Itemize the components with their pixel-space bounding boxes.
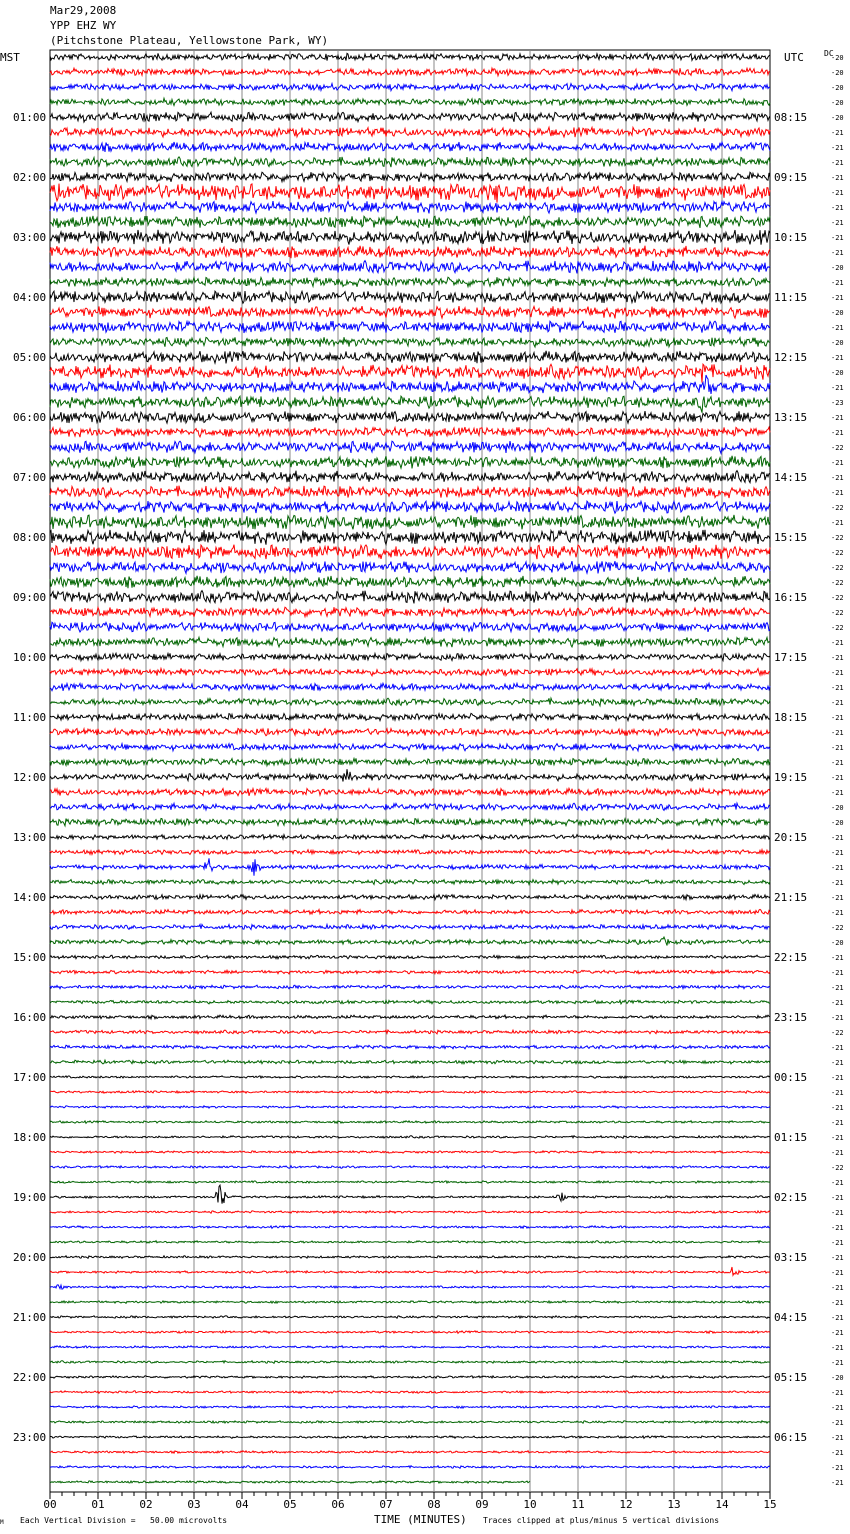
dc-offset-label: -21 <box>831 384 844 392</box>
right-hour-label: 05:15 <box>774 1371 808 1384</box>
dc-offset-label: -21 <box>831 684 844 692</box>
left-hour-label: 18:00 <box>13 1131 47 1144</box>
x-tick-label: 15 <box>763 1498 777 1511</box>
dc-offset-label: -21 <box>831 414 844 422</box>
dc-offset-label: -21 <box>831 1239 844 1247</box>
seismic-trace <box>50 1185 770 1203</box>
dc-offset-label: -21 <box>831 459 844 467</box>
seismic-trace <box>50 230 770 245</box>
dc-offset-label: -21 <box>831 639 844 647</box>
dc-offset-label: -20 <box>831 84 844 92</box>
right-hour-label: 06:15 <box>774 1431 808 1444</box>
dc-offset-label: -21 <box>831 1014 844 1022</box>
x-tick-label: 00 <box>43 1498 57 1511</box>
dc-offset-label: -21 <box>831 789 844 797</box>
x-tick-label: 09 <box>475 1498 489 1511</box>
dc-offset-label: -21 <box>831 849 844 857</box>
left-hour-label: 11:00 <box>13 711 47 724</box>
seismic-trace <box>50 637 770 647</box>
dc-offset-label: -22 <box>831 444 844 452</box>
header-date: Mar29,2008 <box>50 4 117 17</box>
left-hour-label: 07:00 <box>13 471 47 484</box>
seismic-trace <box>50 142 770 152</box>
scale-note: Each Vertical Division = 50.00 microvolts <box>20 1516 228 1525</box>
seismic-trace <box>50 1256 770 1259</box>
seismic-trace <box>50 850 770 855</box>
dc-offset-label: -21 <box>831 1074 844 1082</box>
dc-offset-label: -21 <box>831 1479 844 1487</box>
seismic-trace <box>50 1301 770 1304</box>
dc-offset-label: -21 <box>831 879 844 887</box>
seismic-trace <box>50 530 770 545</box>
seismic-trace <box>50 1151 770 1153</box>
dc-offset-label: -21 <box>831 1329 844 1337</box>
dc-offset-label: -21 <box>831 1134 844 1142</box>
dc-offset-label: -20 <box>831 1374 844 1382</box>
dc-offset-label: -21 <box>831 984 844 992</box>
dc-offset-label: -21 <box>831 279 844 287</box>
dc-offset-label: -21 <box>831 1254 844 1262</box>
seismic-trace <box>50 306 770 318</box>
seismic-trace <box>50 201 770 213</box>
x-tick-label: 11 <box>571 1498 585 1511</box>
dc-offset-label: -21 <box>831 129 844 137</box>
seismic-trace <box>50 1211 770 1214</box>
dc-offset-label: -21 <box>831 744 844 752</box>
dc-offset-label: -21 <box>831 294 844 302</box>
left-hour-label: 10:00 <box>13 651 47 664</box>
seismic-trace <box>50 456 770 469</box>
x-tick-label: 04 <box>235 1498 249 1511</box>
right-hour-label: 21:15 <box>774 891 808 904</box>
x-tick-label: 08 <box>427 1498 441 1511</box>
dc-offset-label: -21 <box>831 759 844 767</box>
seismic-trace <box>50 1451 770 1454</box>
right-hour-label: 00:15 <box>774 1071 808 1084</box>
seismic-trace <box>50 1331 770 1334</box>
dc-offset-label: -21 <box>831 189 844 197</box>
seismic-trace <box>50 985 770 989</box>
header-location: (Pitchstone Plateau, Yellowstone Park, WY) <box>50 34 329 47</box>
dc-offset-label: -21 <box>831 1044 844 1052</box>
dc-offset-label: -21 <box>831 699 844 707</box>
seismic-trace <box>50 909 770 914</box>
dc-offset-label: -22 <box>831 594 844 602</box>
dc-offset-label: -20 <box>831 939 844 947</box>
left-hour-label: 22:00 <box>13 1371 47 1384</box>
dc-offset-label: -21 <box>831 219 844 227</box>
seismic-trace <box>50 1285 770 1290</box>
seismic-trace <box>50 728 770 735</box>
corner-mark: M <box>0 1519 4 1526</box>
dc-offset-label: -21 <box>831 489 844 497</box>
dc-offset-label: -23 <box>831 399 844 407</box>
seismic-trace <box>50 1361 770 1364</box>
seismic-trace <box>50 955 770 959</box>
right-hour-label: 04:15 <box>774 1311 808 1324</box>
seismic-trace <box>50 758 770 765</box>
dc-offset-label: -22 <box>831 534 844 542</box>
seismic-trace <box>50 246 770 259</box>
seismic-trace <box>50 411 770 423</box>
dc-offset-label: -20 <box>831 804 844 812</box>
right-hour-label: 08:15 <box>774 111 808 124</box>
dc-offset-label: -21 <box>831 1359 844 1367</box>
dc-offset-label: -20 <box>831 264 844 272</box>
seismic-trace <box>50 396 770 413</box>
right-hour-label: 14:15 <box>774 471 808 484</box>
dc-offset-label: -21 <box>831 1419 844 1427</box>
left-hour-label: 14:00 <box>13 891 47 904</box>
dc-offset-label: -21 <box>831 864 844 872</box>
seismic-trace <box>50 184 770 203</box>
dc-offset-label: -21 <box>831 1179 844 1187</box>
left-hour-label: 21:00 <box>13 1311 47 1324</box>
seismic-trace <box>50 127 770 137</box>
seismic-trace <box>50 1436 770 1439</box>
dc-offset-label: -21 <box>831 729 844 737</box>
seismic-trace <box>50 668 770 675</box>
dc-offset-label: -21 <box>831 1104 844 1112</box>
x-tick-label: 07 <box>379 1498 393 1511</box>
left-hour-label: 20:00 <box>13 1251 47 1264</box>
seismic-trace <box>50 925 770 930</box>
seismic-trace <box>50 364 770 382</box>
seismic-trace <box>50 375 770 394</box>
x-tick-label: 05 <box>283 1498 297 1511</box>
dc-offset-label: -21 <box>831 144 844 152</box>
seismic-trace <box>50 471 770 483</box>
seismic-trace <box>50 607 770 617</box>
right-axis-title: UTC <box>784 51 804 64</box>
dc-offset-label: -20 <box>831 309 844 317</box>
dc-offset-label: -21 <box>831 1059 844 1067</box>
right-hour-label: 01:15 <box>774 1131 808 1144</box>
x-tick-label: 14 <box>715 1498 729 1511</box>
dc-offset-label: -21 <box>831 774 844 782</box>
dc-offset-label: -21 <box>831 1464 844 1472</box>
seismic-trace <box>50 1346 770 1348</box>
dc-offset-label: -21 <box>831 669 844 677</box>
seismic-trace <box>50 818 770 826</box>
seismic-trace <box>50 501 770 513</box>
dc-offset-label: -21 <box>831 174 844 182</box>
seismic-trace <box>50 261 770 274</box>
right-hour-label: 12:15 <box>774 351 808 364</box>
seismic-trace <box>50 427 770 437</box>
seismic-trace <box>50 277 770 287</box>
right-hour-label: 15:15 <box>774 531 808 544</box>
right-hour-label: 11:15 <box>774 291 808 304</box>
dc-offset-label: -21 <box>831 1344 844 1352</box>
seismic-trace <box>50 1000 770 1004</box>
dc-offset-label: -22 <box>831 1164 844 1172</box>
right-hour-label: 03:15 <box>774 1251 808 1264</box>
seismic-trace <box>50 1060 770 1064</box>
seismic-trace <box>50 1391 770 1393</box>
dc-offset-label: -22 <box>831 564 844 572</box>
right-hour-label: 19:15 <box>774 771 808 784</box>
dc-offset-label: -21 <box>831 1224 844 1232</box>
seismic-trace <box>50 1181 770 1184</box>
right-hour-label: 17:15 <box>774 651 808 664</box>
seismic-trace <box>50 835 770 840</box>
right-hour-label: 16:15 <box>774 591 808 604</box>
seismic-trace <box>50 653 770 660</box>
seismic-trace <box>50 803 770 810</box>
seismic-trace <box>50 216 770 228</box>
x-tick-label: 10 <box>523 1498 537 1511</box>
seismic-trace <box>50 337 770 347</box>
dc-offset-label: -21 <box>831 1194 844 1202</box>
left-hour-label: 13:00 <box>13 831 47 844</box>
dc-offset-label: -20 <box>831 114 844 122</box>
right-hour-label: 02:15 <box>774 1191 808 1204</box>
dc-offset-label: -22 <box>831 609 844 617</box>
seismic-trace <box>50 713 770 720</box>
seismic-trace <box>50 172 770 182</box>
left-hour-label: 06:00 <box>13 411 47 424</box>
dc-offset-label: -21 <box>831 1314 844 1322</box>
seismic-trace <box>50 880 770 885</box>
x-tick-label: 12 <box>619 1498 633 1511</box>
left-hour-label: 03:00 <box>13 231 47 244</box>
seismic-trace <box>50 157 770 167</box>
seismic-trace <box>50 1076 770 1079</box>
seismic-trace <box>50 1015 770 1019</box>
seismic-trace <box>50 321 770 333</box>
dc-offset-label: -21 <box>831 654 844 662</box>
seismic-trace <box>50 683 770 691</box>
dc-offset-label: -21 <box>831 249 844 257</box>
seismic-trace <box>50 622 770 632</box>
seismic-trace <box>50 1091 770 1093</box>
seismic-trace <box>50 1226 770 1229</box>
seismic-trace <box>50 84 770 91</box>
seismic-trace <box>50 1267 770 1275</box>
dc-offset-label: -21 <box>831 1389 844 1397</box>
seismic-trace <box>50 1376 770 1378</box>
dc-offset-label: -21 <box>831 519 844 527</box>
seismic-trace <box>50 486 770 499</box>
seismic-trace <box>50 291 770 303</box>
seismic-trace <box>50 515 770 529</box>
dc-offset-label: -21 <box>831 954 844 962</box>
left-hour-label: 16:00 <box>13 1011 47 1024</box>
seismic-trace <box>50 858 770 875</box>
seismic-trace <box>50 98 770 105</box>
seismic-trace <box>50 351 770 364</box>
dc-offset-label: -20 <box>831 99 844 107</box>
seismic-trace <box>50 895 770 900</box>
seismic-trace <box>50 769 770 781</box>
dc-offset-label: -20 <box>831 54 844 62</box>
dc-offset-label: -21 <box>831 429 844 437</box>
x-axis-title: TIME (MINUTES) <box>374 1513 467 1526</box>
seismic-trace <box>50 744 770 751</box>
dc-offset-label: -21 <box>831 1404 844 1412</box>
dc-offset-label: -21 <box>831 969 844 977</box>
dc-offset-label: -21 <box>831 1209 844 1217</box>
left-hour-label: 04:00 <box>13 291 47 304</box>
dc-offset-label: -21 <box>831 1149 844 1157</box>
right-hour-label: 10:15 <box>774 231 808 244</box>
seismic-trace <box>50 970 770 974</box>
dc-offset-label: -20 <box>831 69 844 77</box>
left-hour-label: 15:00 <box>13 951 47 964</box>
seismic-trace <box>50 1045 770 1049</box>
dc-offset-label: -21 <box>831 1449 844 1457</box>
clip-note: Traces clipped at plus/minus 5 vertical divisions <box>483 1516 720 1525</box>
x-tick-label: 02 <box>139 1498 153 1511</box>
left-hour-label: 05:00 <box>13 351 47 364</box>
dc-offset-label: -21 <box>831 894 844 902</box>
dc-label: DC <box>824 49 834 58</box>
left-hour-label: 12:00 <box>13 771 47 784</box>
right-hour-label: 22:15 <box>774 951 808 964</box>
seismic-trace <box>50 937 770 945</box>
left-hour-label: 09:00 <box>13 591 47 604</box>
right-hour-label: 13:15 <box>774 411 808 424</box>
right-hour-label: 18:15 <box>774 711 808 724</box>
seismic-trace <box>50 1106 770 1109</box>
left-hour-label: 23:00 <box>13 1431 47 1444</box>
dc-offset-label: -22 <box>831 624 844 632</box>
dc-offset-label: -21 <box>831 834 844 842</box>
seismic-trace <box>50 561 770 573</box>
dc-offset-label: -21 <box>831 714 844 722</box>
seismic-trace <box>50 1166 770 1168</box>
left-axis-title: MST <box>0 51 20 64</box>
right-hour-label: 20:15 <box>774 831 808 844</box>
seismic-trace <box>50 1466 770 1469</box>
header-station: YPP EHZ WY <box>50 19 117 32</box>
x-tick-label: 03 <box>187 1498 201 1511</box>
dc-offset-label: -22 <box>831 504 844 512</box>
dc-offset-label: -21 <box>831 909 844 917</box>
left-hour-label: 17:00 <box>13 1071 47 1084</box>
left-hour-label: 08:00 <box>13 531 47 544</box>
dc-offset-label: -21 <box>831 159 844 167</box>
seismic-trace <box>50 1121 770 1124</box>
seismic-trace <box>50 788 770 796</box>
left-hour-label: 02:00 <box>13 171 47 184</box>
dc-offset-label: -22 <box>831 1029 844 1037</box>
dc-offset-label: -21 <box>831 1284 844 1292</box>
x-tick-label: 13 <box>667 1498 681 1511</box>
right-hour-label: 09:15 <box>774 171 808 184</box>
dc-offset-label: -22 <box>831 579 844 587</box>
dc-offset-label: -20 <box>831 369 844 377</box>
dc-offset-label: -22 <box>831 924 844 932</box>
seismic-trace <box>50 545 770 559</box>
seismic-trace <box>50 441 770 453</box>
seismic-trace <box>50 1316 770 1319</box>
dc-offset-label: -21 <box>831 1299 844 1307</box>
seismic-trace <box>50 1406 770 1409</box>
x-tick-label: 01 <box>91 1498 105 1511</box>
seismic-trace <box>50 1241 770 1243</box>
seismic-trace <box>50 1136 770 1139</box>
dc-offset-label: -21 <box>831 1269 844 1277</box>
dc-offset-label: -21 <box>831 1434 844 1442</box>
dc-offset-label: -22 <box>831 549 844 557</box>
seismic-trace <box>50 591 770 604</box>
seismic-trace <box>50 1030 770 1034</box>
dc-offset-label: -21 <box>831 204 844 212</box>
dc-offset-label: -21 <box>831 1119 844 1127</box>
left-hour-label: 01:00 <box>13 111 47 124</box>
dc-offset-label: -21 <box>831 234 844 242</box>
seismic-trace <box>50 698 770 706</box>
dc-offset-label: -21 <box>831 1089 844 1097</box>
x-tick-label: 06 <box>331 1498 345 1511</box>
dc-offset-label: -21 <box>831 354 844 362</box>
dc-offset-label: -21 <box>831 474 844 482</box>
seismic-trace <box>50 112 770 122</box>
seismic-trace <box>50 1421 770 1423</box>
dc-offset-label: -20 <box>831 819 844 827</box>
left-hour-label: 19:00 <box>13 1191 47 1204</box>
seismic-trace <box>50 576 770 589</box>
right-hour-label: 23:15 <box>774 1011 808 1024</box>
dc-offset-label: -21 <box>831 999 844 1007</box>
seismic-trace <box>50 68 770 76</box>
dc-offset-label: -20 <box>831 339 844 347</box>
seismic-trace <box>50 53 770 60</box>
dc-offset-label: -21 <box>831 324 844 332</box>
